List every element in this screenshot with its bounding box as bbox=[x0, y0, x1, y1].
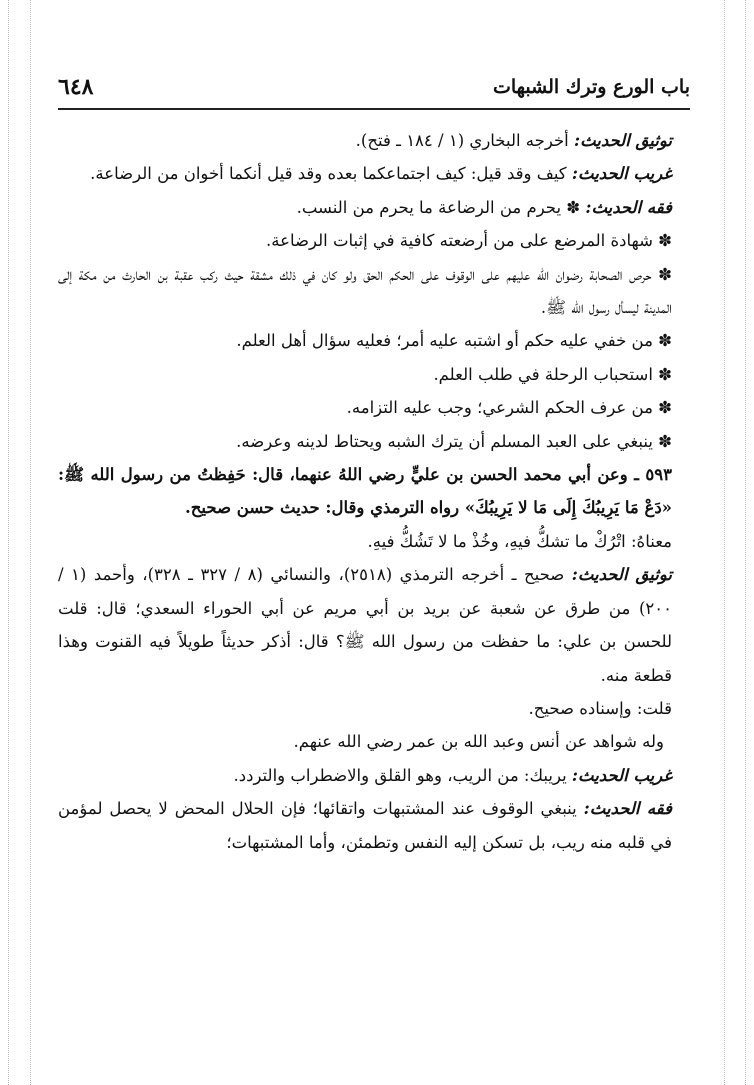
paragraph bbox=[58, 525, 690, 558]
margin-guide-inner bbox=[30, 0, 31, 1085]
paragraph bbox=[58, 391, 690, 424]
paragraph bbox=[58, 759, 690, 792]
paragraph bbox=[58, 725, 690, 758]
chapter-title: باب الورع وترك الشبهات bbox=[493, 76, 690, 98]
paragraph bbox=[58, 157, 690, 190]
paragraph-text: معناهُ: اتْرُكْ ما تشكُّ فيهِ، وخُذْ ما لا تَشُكُّ فيهِ. bbox=[367, 531, 672, 551]
margin-guide-edge bbox=[745, 0, 746, 1085]
section-label: غريب الحديث: bbox=[571, 765, 672, 785]
paragraph-text: ينبغي الوقوف عند المشتبهات واتقائها؛ فإن الحلال المحض لا يحصل لمؤمن في قلبه منه ريب، بل تسكن إليه النفس وتطمئن، وأما المشتبهات؛ bbox=[58, 799, 672, 852]
paragraph bbox=[58, 558, 690, 692]
paragraph bbox=[58, 191, 690, 224]
margin-guide-left bbox=[8, 0, 9, 1085]
section-label: غريب الحديث: bbox=[571, 164, 672, 184]
paragraph-text: وله شواهد عن أنس وعبد الله بن عمر رضي الله عنهم. bbox=[293, 732, 664, 752]
paragraph bbox=[58, 425, 690, 458]
paragraph-text: ✽ حرص الصحابة رضوان الله عليهم على الوقوف على الحكم الحق ولو كان في ذلك مشقة حيث ركب عقبة بن الحارث من مكة إلى المدينة ليسأل رسول الله ﷺ. bbox=[58, 264, 672, 318]
section-label: فقه الحديث: bbox=[585, 197, 672, 217]
section-label: توثيق الحديث: bbox=[571, 565, 672, 585]
paragraph bbox=[58, 358, 690, 391]
paragraph-text: ✽ استحباب الرحلة في طلب العلم. bbox=[433, 364, 672, 384]
paragraph bbox=[58, 792, 690, 859]
section-label: توثيق الحديث: bbox=[573, 131, 672, 150]
paragraph bbox=[58, 224, 690, 257]
paragraph bbox=[58, 258, 690, 325]
paragraph-text: صحيح ـ أخرجه الترمذي (٢٥١٨)، والنسائي (٨ / ٣٢٧ ـ ٣٢٨)، وأحمد (١ / ٢٠٠) من طرق عن شعبة عن بريد بن أبي مريم عن أبي الحوراء السعدي؛ قال: قلت للحسن بن علي: ما حفظت من رسول الله ﷺ؟ قال: أذكر حديثاً طويلاً فيه القنوت وهذا قطعة منه. bbox=[58, 565, 672, 685]
running-header bbox=[58, 68, 690, 110]
hadith-paragraph bbox=[58, 458, 690, 525]
paragraph-text: ✽ ينبغي على العبد المسلم أن يترك الشبه ويحتاط لدينه وعرضه. bbox=[236, 431, 672, 451]
paragraph-text: يريبك: من الريب، وهو القلق والاضطراب والتردد. bbox=[233, 765, 572, 785]
page-body bbox=[58, 124, 690, 859]
paragraph-text: ✽ يحرم من الرضاعة ما يحرم من النسب. bbox=[296, 197, 586, 217]
book-page bbox=[58, 68, 690, 859]
margin-guide-right bbox=[724, 0, 725, 1085]
paragraph-text: ✽ من خفي عليه حكم أو اشتبه عليه أمر؛ فعليه سؤال أهل العلم. bbox=[236, 331, 672, 351]
paragraph-text: ✽ من عرف الحكم الشرعي؛ وجب عليه التزامه. bbox=[346, 398, 672, 418]
paragraph-text: قلت: وإسناده صحيح. bbox=[528, 698, 672, 718]
paragraph-text: أخرجه البخاري (١ / ١٨٤ ـ فتح). bbox=[355, 131, 574, 150]
paragraph bbox=[58, 692, 690, 725]
page-number: ٦٤٨ bbox=[58, 74, 94, 100]
paragraph-text: ✽ شهادة المرضع على من أرضعته كافية في إثبات الرضاعة. bbox=[266, 231, 672, 251]
paragraph-text: ٥٩٣ ـ وعن أبي محمد الحسن بن عليٍّ رضي اللهُ عنهما، قال: حَفِظتُ من رسول الله ﷺ: «دَعْ مَا يَرِيبُكَ إِلَى مَا لا يَرِيبُكَ» رواه الترمذي وقال: حديث حسن صحيح. bbox=[58, 465, 672, 518]
paragraph bbox=[58, 124, 690, 157]
paragraph bbox=[58, 324, 690, 357]
section-label: فقه الحديث: bbox=[583, 799, 672, 819]
paragraph-text: كيف وقد قيل: كيف اجتماعكما بعده وقد قيل أنكما أخوان من الرضاعة. bbox=[90, 164, 572, 184]
